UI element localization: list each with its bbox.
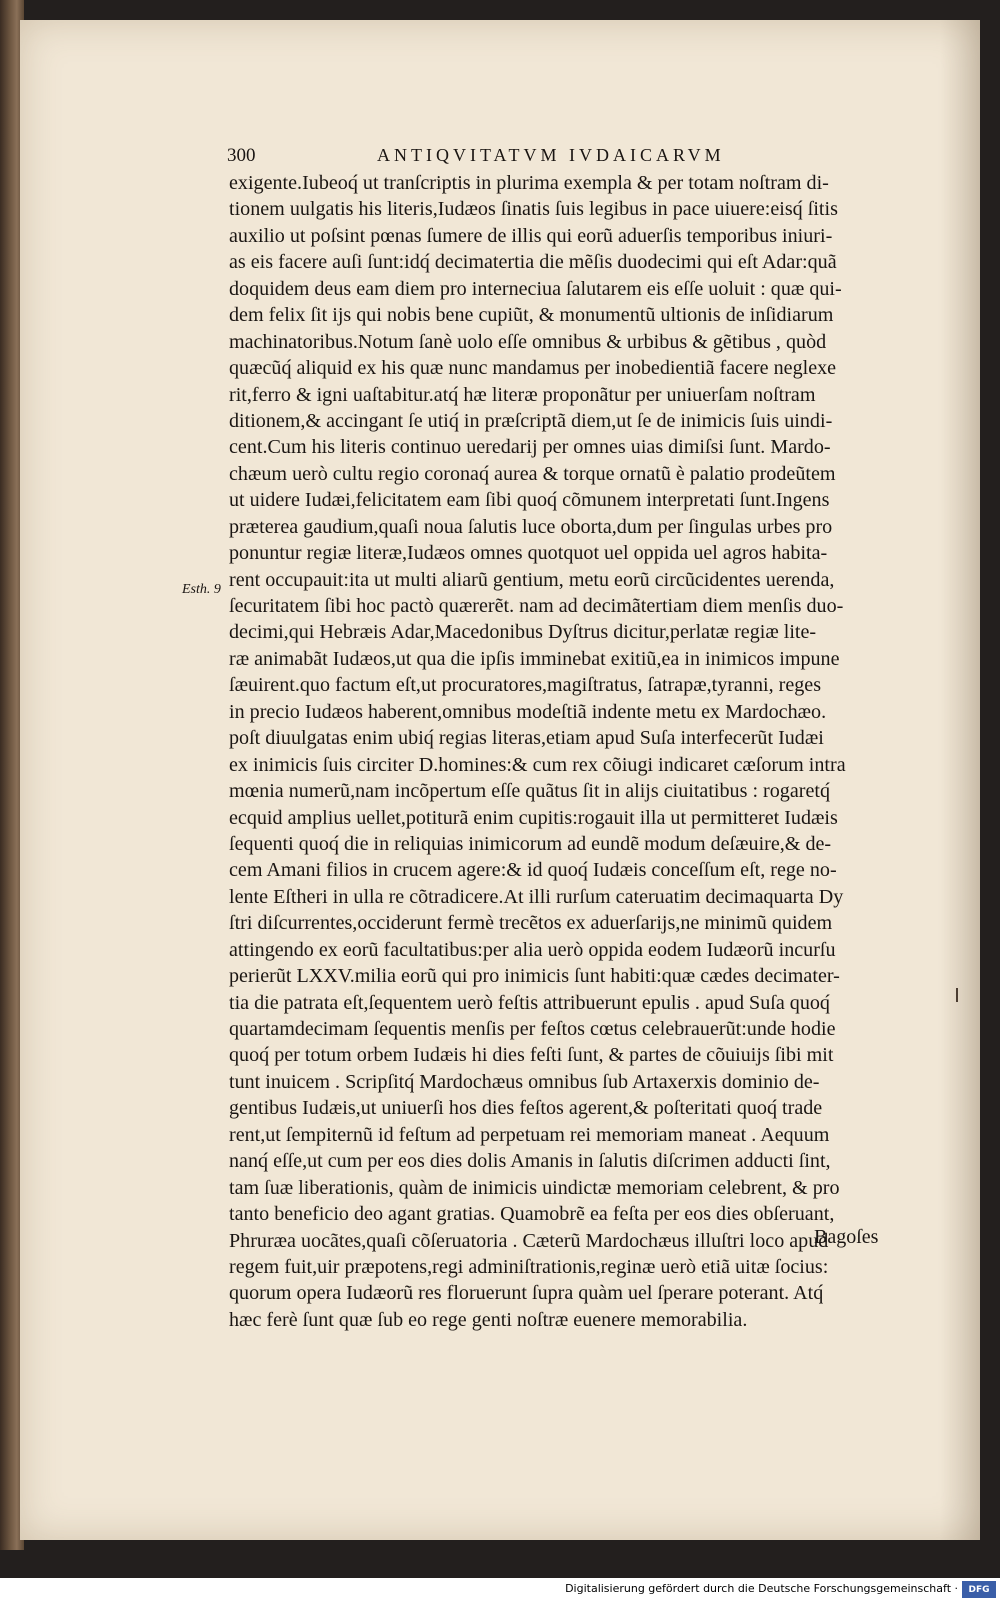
text-line: præterea gaudium,quaſi noua ſalutis luce oborta,dum per ſingulas urbes pro	[229, 515, 833, 538]
running-title: ANTIQVITATVM IVDAICARVM	[377, 145, 725, 165]
text-line: doquidem deus eam diem pro interneciua ſalutarem eis eſſe uoluit : quæ qui-	[229, 277, 842, 300]
text-line: ex inimicis ſuis circiter D.homines:& cum rex cõiugi indicaret cæſorum intra	[229, 753, 846, 776]
running-head	[227, 145, 787, 171]
text-line: tam ſuæ liberationis, quàm de inimicis uindictæ memoriam celebrent, & pro	[229, 1176, 840, 1199]
text-line: dem felix ſit ijs qui nobis bene cupiũt, & monumentũ ultionis de inſidiarum	[229, 304, 834, 327]
text-line: lente Eſtheri in ulla re cõtradicere.At illi rurſum cateruatim decimaquarta Dy	[229, 885, 844, 908]
text-line: ræ animabãt Iudæos,ut qua die ipſis imminebat exitiũ,ea in inimicos impune	[229, 647, 840, 670]
text-line: attingendo ex eorũ facultatibus:per alia uerò oppida eodem Iudæorũ incurſu	[229, 938, 836, 961]
page-number: 300	[227, 145, 256, 166]
text-line: ponuntur regiæ literæ,Iudæos omnes quotquot uel oppida uel agros habita-	[229, 542, 828, 565]
text-line: ſæuirent.quo factum eſt,ut procuratores,magiſtratus, ſatrapæ,tyranni, reges	[229, 674, 822, 697]
text-line: perierũt LXXV.milia eorũ qui pro inimicis ſunt habiti:quæ cædes decimater-	[229, 965, 840, 988]
text-line: decimi,qui Hebræis Adar,Macedonibus Dyſtrus dicitur,perlatæ regiæ lite-	[229, 621, 817, 644]
text-line: regem fuit,uir præpotens,regi adminiſtrationis,reginæ uerò etiã uitæ ſocius:	[229, 1255, 829, 1278]
text-line: ut uidere Iudæi,felicitatem eam ſibi quoq́ cõmunem interpretati ſunt.Ingens	[229, 489, 830, 512]
text-line: tanto beneficio deo agant gratias. Quamobrẽ ea feſta per eos dies obſeruant,	[229, 1203, 835, 1226]
text-line: quartamdecimam ſequentis menſis per feſtos cœtus celebrauerũt:unde hodie	[229, 1018, 836, 1040]
text-line: rent,ut ſempiternũ id feſtum ad perpetuam rei memoriam maneat . Aequum	[229, 1123, 830, 1146]
text-line: rent occupauit:ita ut multi aliarũ gentium, metu eorũ circũcidentes uerenda,	[229, 568, 835, 591]
text-line: tionem uulgatis his literis,Iudæos ſinatis ſuis legibus in pace uiuere:eisq́ ſitis	[229, 198, 838, 221]
text-line: quæcũq́ aliquid ex his quæ nunc mandamus per inobedientiã facere neglexe	[229, 357, 837, 380]
text-line: rit,ferro & igni uaſtabitur.atq́ hæ literæ proponãtur per uniuerſam noſtram	[229, 383, 816, 406]
dfg-logo: DFG	[962, 1581, 996, 1598]
text-line: quorum opera Iudæorũ res floruerunt ſupra quàm uel ſperare poterant. Atq́	[229, 1282, 824, 1305]
text-line: ditionem,& accingant ſe utiq́ in præſcriptã diem,ut ſe de inimicis ſuis uindi-	[229, 409, 833, 432]
text-line: cem Amani filios in crucem agere:& id quoq́ Iudæis conceſſum eſt, rege no-	[229, 859, 837, 882]
text-line: machinatoribus.Notum ſanè uolo eſſe omnibus & urbibus & gẽtibus , quòd	[229, 330, 827, 353]
page-shadow	[940, 20, 980, 1540]
footer-credit: Digitalisierung gefördert durch die Deutsche Forschungsgemeinschaft ·	[565, 1582, 958, 1595]
text-line: exigente.Iubeoq́ ut tranſcriptis in plurima exempla & per totam noſtram di-	[229, 172, 829, 194]
text-line: ſecuritatem ſibi hoc pactò quærerẽt. nam ad decimãtertiam diem menſis duo-	[229, 595, 844, 617]
text-line: quoq́ per totum orbem Iudæis hi dies feſti ſunt, & partes de cõuiuijs ſibi mit	[229, 1044, 834, 1067]
text-line: ecquid amplius uellet,potiturã enim cupitis:rogauit illa ut permitteret Iudæis	[229, 806, 838, 829]
text-line: auxilio ut poſsint pœnas ſumere de illis qui eorũ aduerſis temporibus iniuri-	[229, 224, 833, 247]
text-line: ſtri diſcurrentes,occiderunt fermè trecẽtos ex aduerſarijs,ne minimũ quidem	[229, 912, 833, 935]
text-line: as eis facere auſi ſunt:idq́ decimatertia die mẽſis duodecimi qui eſt Adar:quã	[229, 251, 837, 274]
text-line: ſequenti quoq́ die in reliquias inimicorum ad eundẽ modum deſæuire,& de-	[229, 832, 832, 855]
body-text	[229, 170, 883, 1333]
text-line: tia die patrata eſt,ſequentem uerò feſtis attribuerunt epulis . apud Suſa quoq́	[229, 991, 830, 1014]
text-line: chæum uerò cultu regio coronaq́ aurea & torque ornatũ è palatio prodeũtem	[229, 462, 836, 485]
text-line: tunt inuicem . Scripſitq́ Mardochæus omnibus ſub Artaxerxis dominio de-	[229, 1070, 820, 1093]
text-line: gentibus Iudæis,ut uniuerſi hos dies feſtos agerent,& poſteritati quoq́ trade	[229, 1097, 823, 1120]
footer-bar	[0, 1578, 1000, 1602]
text-line: nanq́ eſſe,ut cum per eos dies dolis Amanis in ſalutis diſcrimen adducti ſint,	[229, 1150, 831, 1173]
stray-mark	[956, 988, 958, 1002]
text-line: cent.Cum his literis continuo ueredarij per omnes uias dimiſsi ſunt. Mardo-	[229, 436, 831, 459]
marginal-note: Esth. 9	[182, 582, 221, 597]
text-line: poſt diuulgatas enim ubiq́ regias literas,etiam apud Suſa interfecerũt Iudæi	[229, 727, 824, 750]
text-line: in precio Iudæos haberent,omnibus modeſtiã indente metu ex Mardochæo.	[229, 700, 827, 723]
text-line: Phruræa uocãtes,quaſi cõſeruatoria . Cæterũ Mardochæus illuſtri loco apud	[229, 1229, 829, 1252]
text-line: hæc ferè ſunt quæ ſub eo rege genti noſtræ euenere memorabilia.	[229, 1308, 748, 1331]
catchword: Bagoſes	[814, 1226, 879, 1248]
text-line: mœnia numerũ,nam incõpertum eſſe quãtus ſit in alijs ciuitatibus : rogaretq́	[229, 780, 830, 803]
